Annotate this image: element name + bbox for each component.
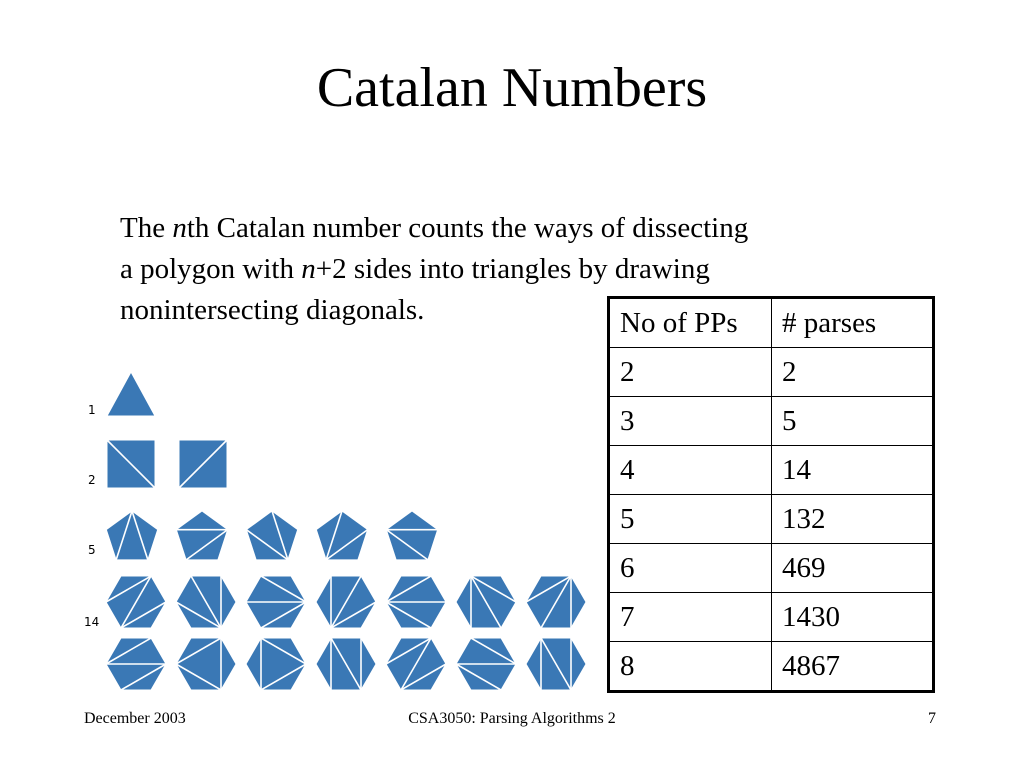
polygon-dissection-figure (82, 368, 602, 698)
row-label-2: 2 (88, 473, 96, 487)
hexagon-dissection (176, 638, 236, 690)
body-line-2-var: n (301, 253, 316, 285)
table-cell-parses: 4867 (772, 642, 934, 692)
hexagon-dissection (246, 638, 306, 690)
hexagon-dissection (456, 638, 516, 690)
table-cell-parses: 5 (772, 397, 934, 446)
hexagon-dissection (526, 576, 586, 628)
table-header-pps: No of PPs (609, 298, 772, 348)
square-dissection (107, 440, 155, 488)
hexagon-dissection (316, 638, 376, 690)
table-row (609, 593, 934, 642)
hexagon-dissection (526, 638, 586, 690)
polygon-shapes (82, 368, 602, 698)
table-cell-pps: 3 (609, 397, 772, 446)
table-row (609, 348, 934, 397)
pentagon-dissection (106, 511, 157, 560)
hexagon-dissection (386, 576, 446, 628)
triangle-shape (107, 372, 155, 416)
table-cell-pps: 2 (609, 348, 772, 397)
body-line-1-var: n (172, 212, 187, 244)
table-row (609, 397, 934, 446)
square-dissection (179, 440, 227, 488)
body-line-2 (120, 249, 880, 290)
row-label-1: 1 (88, 403, 96, 417)
pentagon-dissection (176, 511, 227, 560)
table-cell-pps: 4 (609, 446, 772, 495)
hexagon-dissection (176, 576, 236, 628)
body-line-2-pre: a polygon with (120, 253, 302, 285)
row-label-14: 14 (84, 615, 100, 629)
table-cell-parses: 469 (772, 544, 934, 593)
hexagon-dissection (106, 576, 166, 628)
table-cell-parses: 1430 (772, 593, 934, 642)
table-row (609, 642, 934, 692)
hexagon-dissection (456, 576, 516, 628)
footer-page-number: 7 (928, 710, 936, 727)
body-line-2-post: +2 sides into triangles by drawing (315, 253, 710, 285)
table-cell-parses: 132 (772, 495, 934, 544)
pentagon-dissection (316, 511, 367, 560)
hexagon-dissection (246, 576, 306, 628)
hexagon-dissection (316, 576, 376, 628)
table-header-parses: # parses (772, 298, 934, 348)
pentagon-dissection (386, 511, 437, 560)
table-row (609, 544, 934, 593)
slide-title: Catalan Numbers (316, 57, 708, 119)
table-cell-pps: 6 (609, 544, 772, 593)
table-cell-pps: 7 (609, 593, 772, 642)
table-header-row (609, 298, 934, 348)
parses-table (607, 296, 935, 693)
body-line-1-post: th Catalan number counts the ways of dissecting (186, 212, 749, 244)
body-line-1 (120, 208, 880, 249)
pentagon-dissection (246, 511, 297, 560)
body-line-1-pre: The (120, 212, 173, 244)
table-cell-parses: 2 (772, 348, 934, 397)
table-row (609, 446, 934, 495)
hexagon-dissection (106, 638, 166, 690)
footer-date: December 2003 (84, 710, 186, 727)
table-cell-parses: 14 (772, 446, 934, 495)
table-cell-pps: 5 (609, 495, 772, 544)
footer-course: CSA3050: Parsing Algorithms 2 (408, 710, 616, 727)
hexagon-dissection (386, 638, 446, 690)
table-cell-pps: 8 (609, 642, 772, 692)
body-line-3: nonintersecting diagonals. (120, 294, 425, 326)
row-label-5: 5 (88, 543, 96, 557)
table-row (609, 495, 934, 544)
